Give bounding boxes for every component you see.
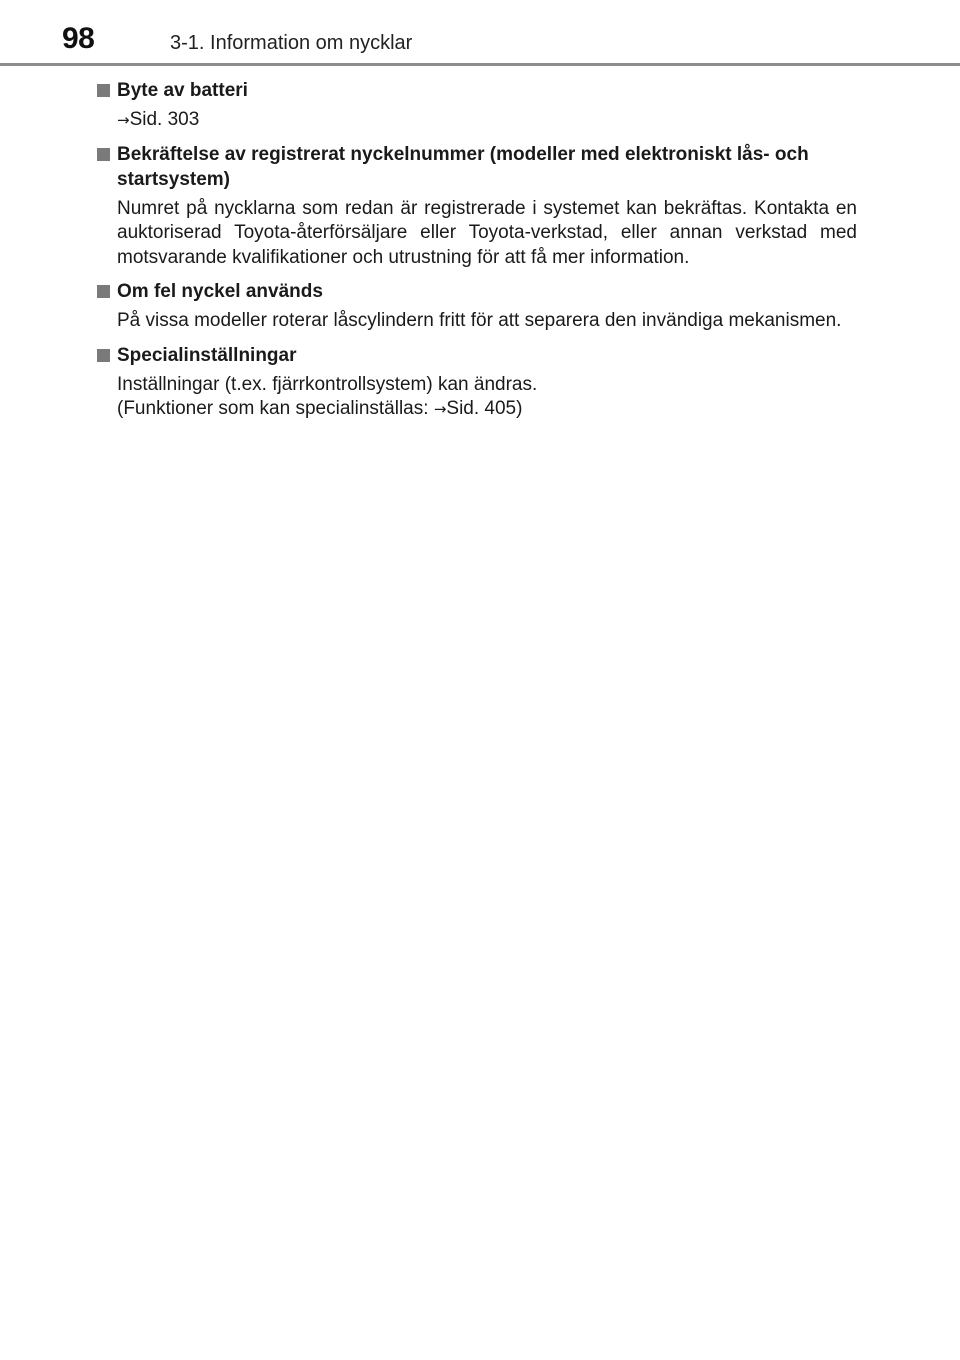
section-body [117,197,857,271]
section-body [117,108,857,133]
right-arrow-icon: → [433,400,447,418]
reference-suffix: ) [516,398,523,419]
right-arrow-icon: → [117,111,130,129]
section-heading [97,78,857,103]
page-reference[interactable] [434,398,516,419]
section-heading-text: Bekräftelse av registrerat nyckelnummer (modeller med elektroniskt lås- och startsystem) [117,143,809,190]
page-reference[interactable] [117,108,857,133]
section-body [117,373,857,422]
header-divider [0,63,960,66]
section-fel-nyckel [97,279,857,334]
reference-prefix: (Funktioner som kan specialinställas: [117,398,434,419]
section-specialinstallningar [97,343,857,422]
page-content [97,78,857,431]
section-paragraph: Numret på nycklarna som redan är registrerade i systemet kan bekräftas. Kontakta en auktoriserad Toyota-återförsäljare eller Toyota-verkstad, eller annan verkstad med motsvarande kvalifikationer och utrustning för att få mer information. [117,197,857,268]
section-title: 3-1. Information om nycklar [170,32,413,54]
page-reference-text: Sid. 303 [129,109,200,130]
section-heading [97,279,857,304]
section-heading-text: Om fel nyckel används [117,281,323,302]
section-paragraph: Inställningar (t.ex. fjärrkontrollsystem) kan ändras. [117,373,538,395]
section-heading [97,142,857,192]
square-bullet-icon [97,349,110,362]
section-body [117,309,857,334]
page-header [0,0,960,70]
section-byte-av-batteri [97,78,857,133]
square-bullet-icon [97,148,110,161]
square-bullet-icon [97,285,110,298]
section-paragraph: På vissa modeller roterar låscylindern fritt för att separera den invändiga mekanismen. [117,310,842,331]
section-paragraph-reference [117,397,857,422]
section-heading-text: Byte av batteri [117,80,248,101]
page-reference-text: Sid. 405 [446,398,517,419]
square-bullet-icon [97,84,110,97]
section-bekraftelse-nyckelnummer [97,142,857,271]
section-heading [97,343,857,368]
section-heading-text: Specialinställningar [117,344,297,366]
page-number: 98 [62,22,95,55]
